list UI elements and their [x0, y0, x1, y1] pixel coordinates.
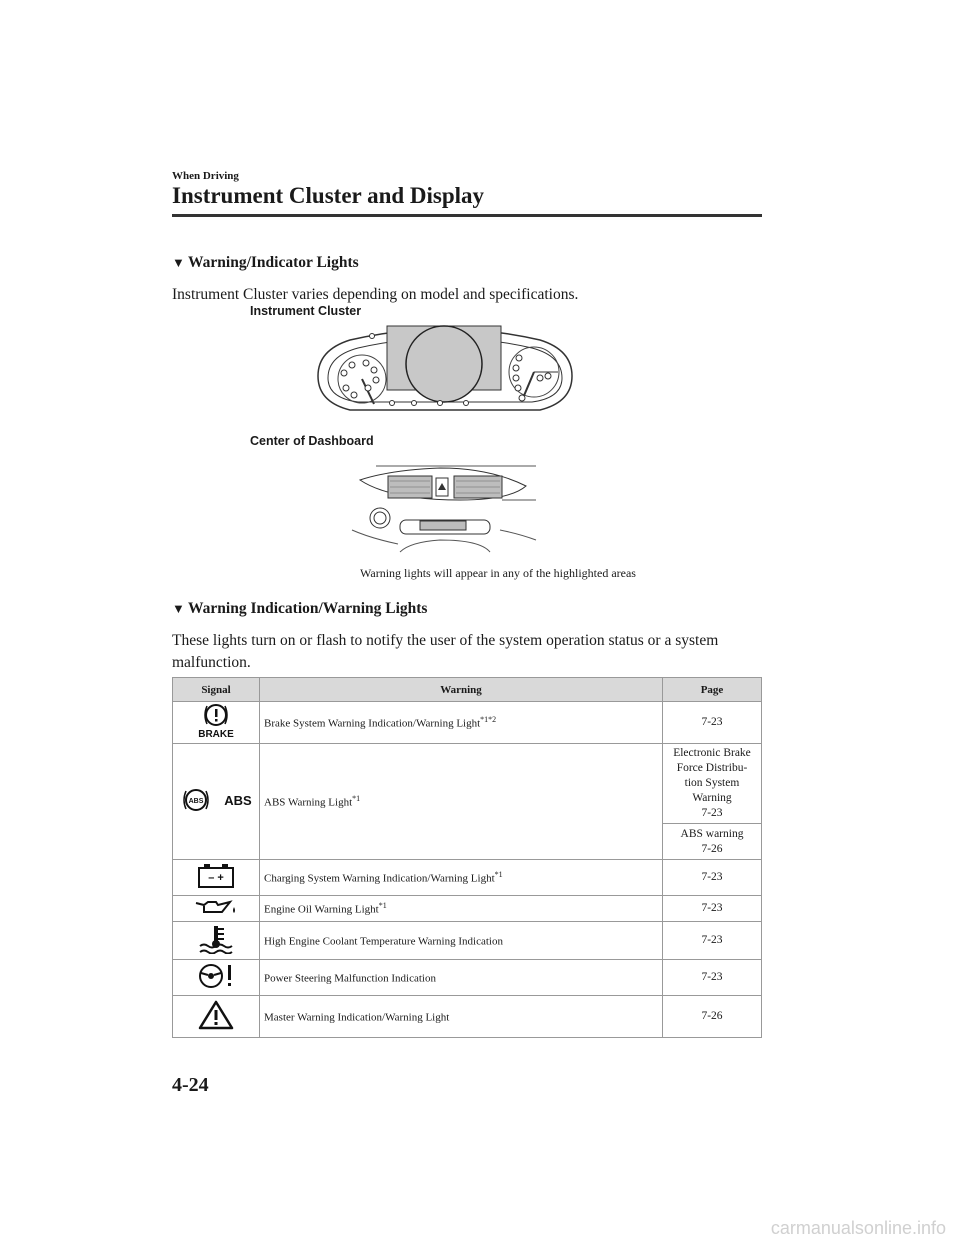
- title-rule: [172, 214, 762, 217]
- figure-caption: Warning lights will appear in any of the highlighted areas: [360, 566, 636, 580]
- page-title: Instrument Cluster and Display: [172, 183, 485, 208]
- heading-warning-indicator: ▼ Warning/Indicator Lights: [172, 254, 359, 271]
- triangle-icon: ▼: [172, 255, 185, 270]
- page-cell: ABS warning 7-26: [663, 824, 762, 860]
- column-header-warning: Warning: [260, 678, 663, 702]
- warning-cell: Power Steering Malfunction Indication: [260, 960, 663, 996]
- warning-cell: ABS Warning Light$^{*1}$: [260, 744, 663, 860]
- signal-cell: [173, 896, 260, 922]
- power-steering-icon: [196, 961, 236, 991]
- page-cell: 7-23: [663, 702, 762, 744]
- dashboard-label: Center of Dashboard: [250, 434, 374, 448]
- table-row: [173, 922, 762, 960]
- oil-can-icon: [194, 898, 238, 916]
- table-row: [173, 996, 762, 1038]
- warning-cell: Master Warning Indication/Warning Light: [260, 996, 663, 1038]
- table-row: [173, 896, 762, 922]
- warning-lights-table: [172, 677, 762, 1038]
- brake-warning-icon: [196, 703, 236, 739]
- intro-text: Instrument Cluster varies depending on model and specifications.: [172, 286, 579, 303]
- master-warning-icon: [197, 999, 235, 1031]
- signal-cell: [173, 960, 260, 996]
- page-cell: 7-23: [663, 896, 762, 922]
- table-row: [173, 860, 762, 896]
- table-header-row: [173, 678, 762, 702]
- page-cell: 7-23: [663, 922, 762, 960]
- warning-cell: Brake System Warning Indication/Warning Light$^{*1*2}$: [260, 702, 663, 744]
- description-text: These lights turn on or flash to notify the user of the system operation status or a system malfunction.: [172, 632, 719, 671]
- watermark: carmanualsonline.info: [770, 1218, 946, 1238]
- warning-cell: Engine Oil Warning Light$^{*1}$: [260, 896, 663, 922]
- page-cell: 7-23: [663, 960, 762, 996]
- battery-icon-text: – +: [208, 872, 224, 884]
- coolant-temperature-icon: [198, 924, 234, 954]
- page-number: 4-24: [172, 1074, 209, 1096]
- signal-cell: [173, 860, 260, 896]
- section-label: When Driving: [172, 170, 239, 182]
- page-cell: Electronic Brake Force Distribu- tion System Warning 7-23: [663, 744, 762, 824]
- signal-cell: [173, 996, 260, 1038]
- abs-warning-icon: [178, 786, 254, 814]
- brake-icon-text: BRAKE: [198, 729, 234, 739]
- signal-cell: [173, 922, 260, 960]
- triangle-icon: ▼: [172, 601, 185, 616]
- dashboard-illustration: [350, 460, 540, 555]
- warning-cell: High Engine Coolant Temperature Warning Indication: [260, 922, 663, 960]
- page-cell: 7-23: [663, 860, 762, 896]
- table-row: [173, 702, 762, 744]
- page-cell: 7-26: [663, 996, 762, 1038]
- signal-cell: [173, 702, 260, 744]
- column-header-page: Page: [663, 678, 762, 702]
- svg-text:ABS: ABS: [188, 798, 204, 805]
- warning-cell: Charging System Warning Indication/Warning Light$^{*1}$: [260, 860, 663, 896]
- cluster-label: Instrument Cluster: [250, 304, 362, 318]
- abs-icon-text: ABS: [224, 793, 252, 808]
- instrument-cluster-illustration: [310, 318, 580, 418]
- table-row: [173, 960, 762, 996]
- battery-icon: [196, 863, 236, 889]
- heading-warning-lights: ▼ Warning Indication/Warning Lights: [172, 600, 428, 617]
- table-row: [173, 744, 762, 824]
- column-header-signal: Signal: [173, 678, 260, 702]
- signal-cell: [173, 744, 260, 860]
